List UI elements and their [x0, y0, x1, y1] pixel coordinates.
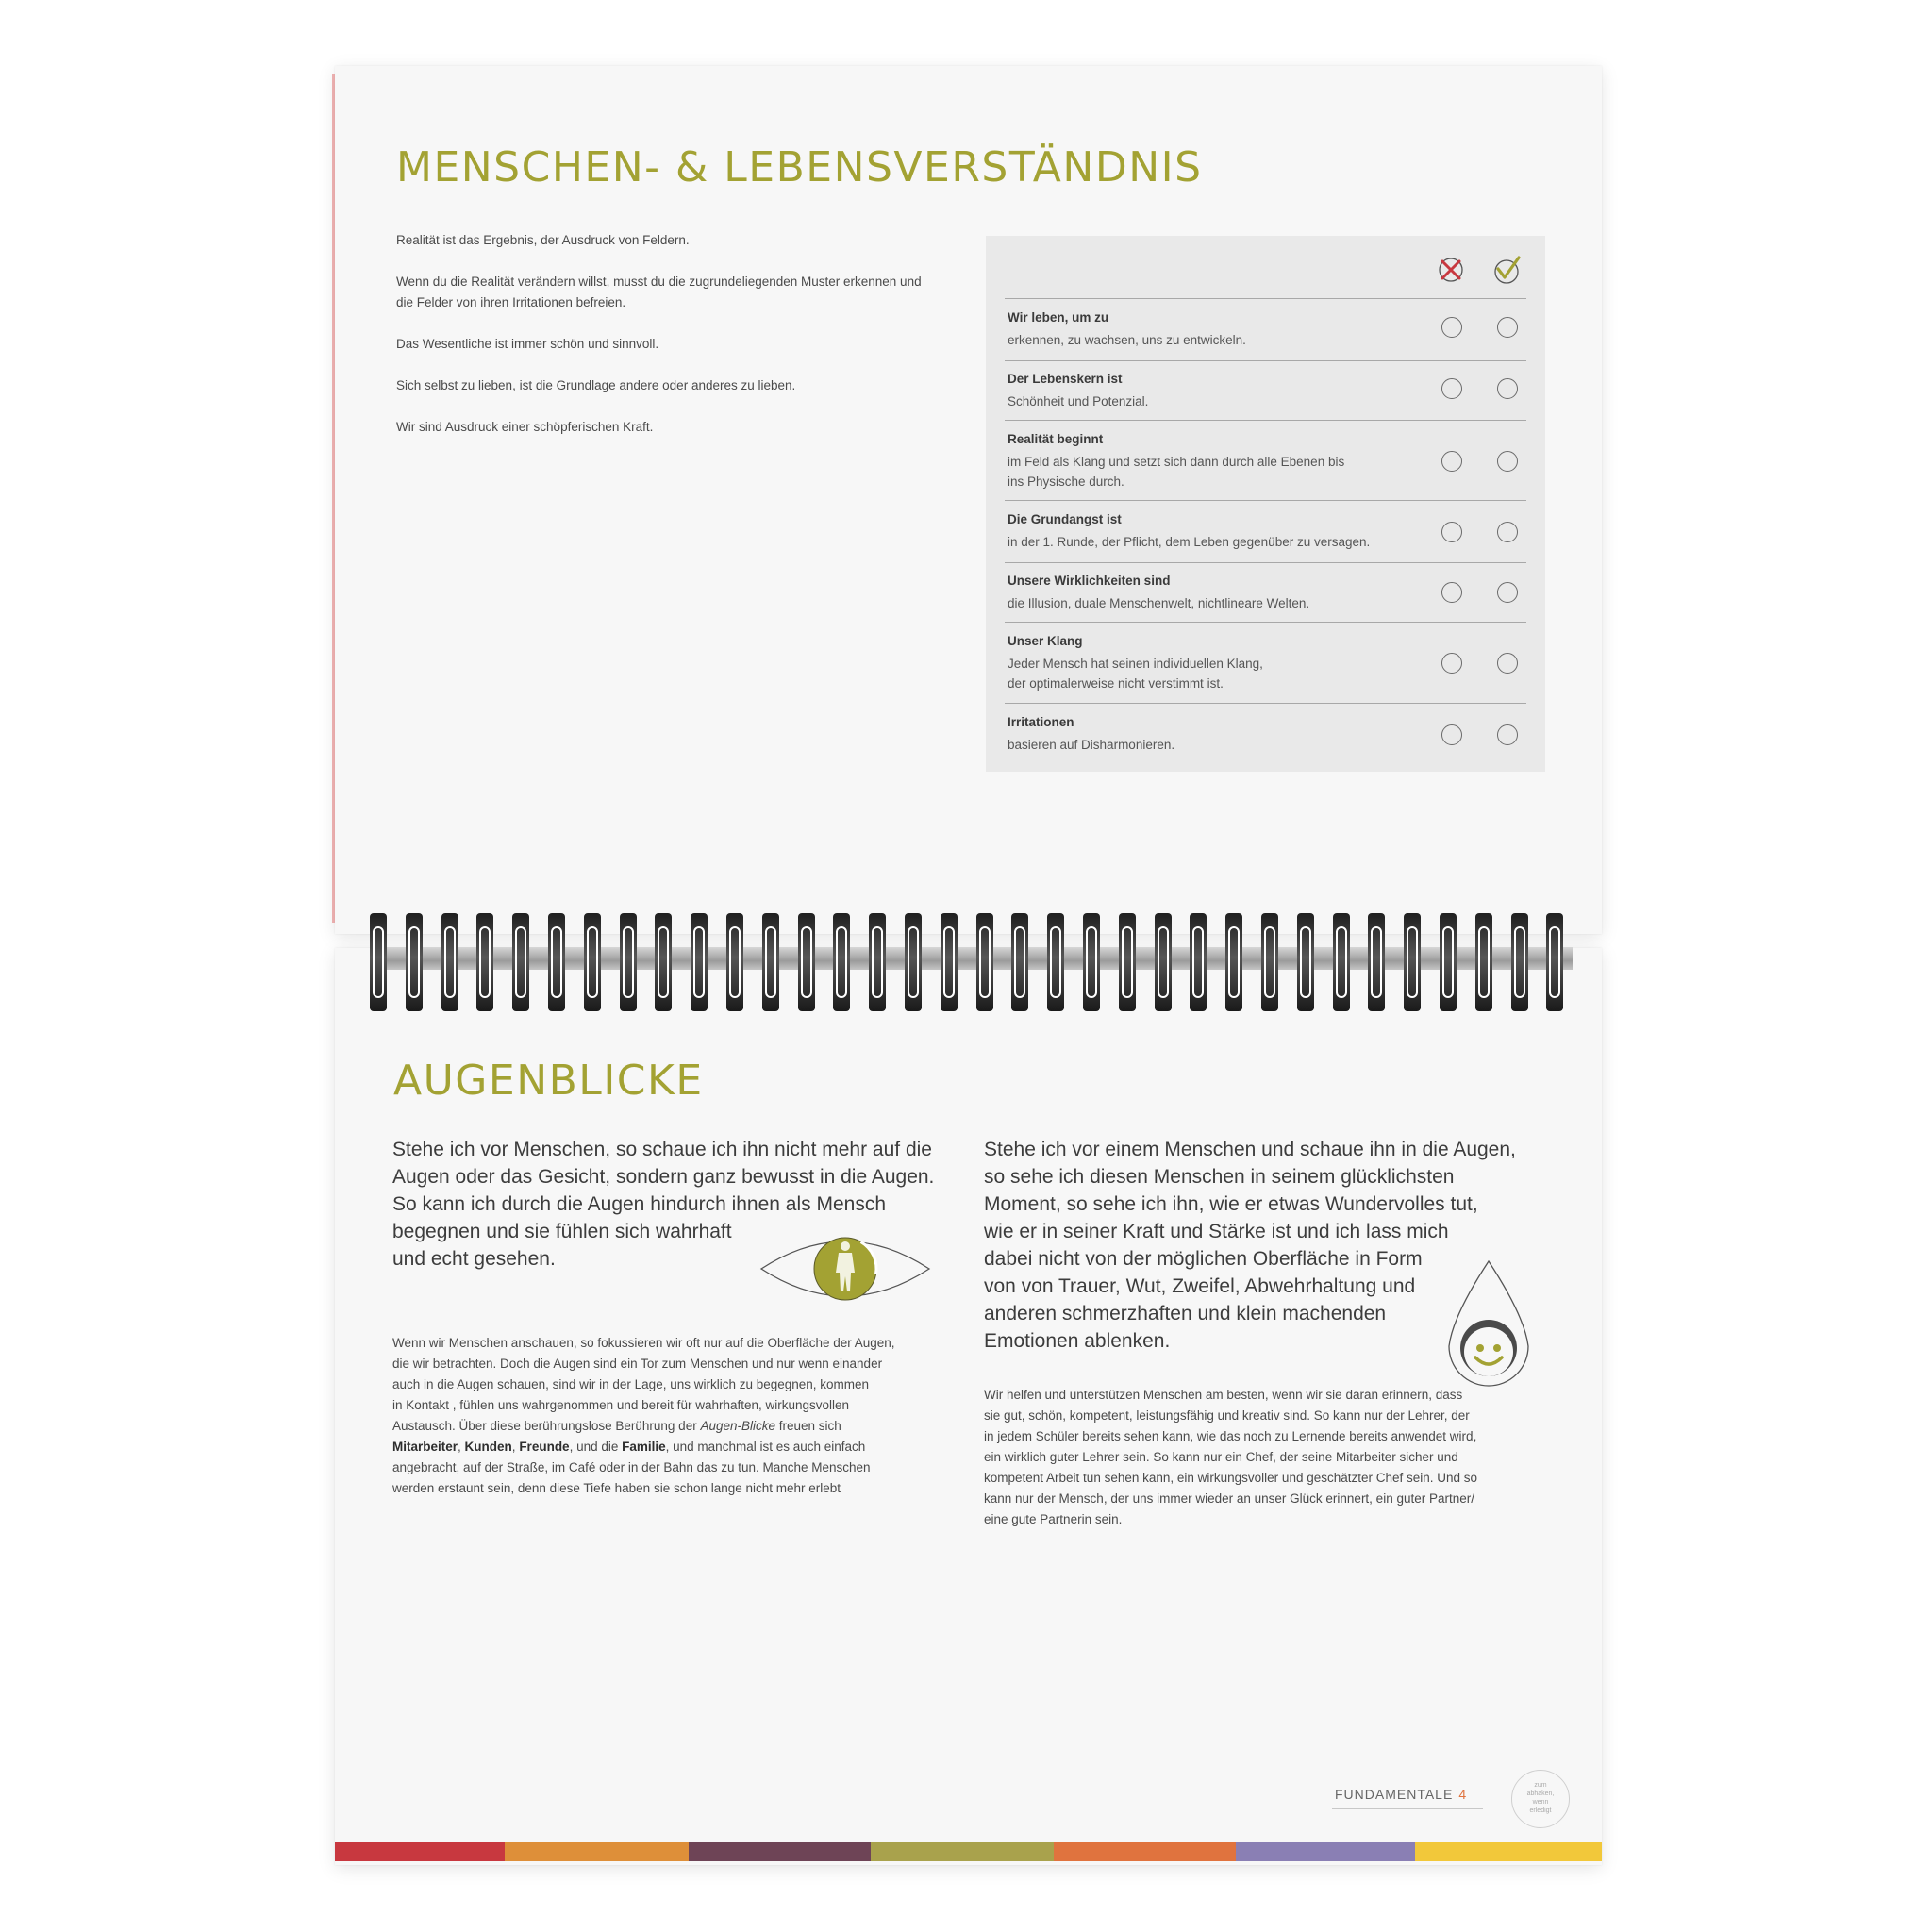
radio-disagree[interactable]	[1441, 653, 1462, 674]
radio-disagree[interactable]	[1441, 724, 1462, 745]
bold-term: Mitarbeiter	[392, 1440, 458, 1454]
spiral-binding	[358, 913, 1571, 1017]
quiz-row	[1005, 562, 1526, 622]
spiral-ring	[1511, 913, 1528, 1011]
ring-front	[1228, 926, 1240, 998]
ring-front	[1442, 926, 1454, 998]
radio-disagree[interactable]	[1441, 451, 1462, 472]
body-line	[392, 1416, 958, 1437]
bold-term: Freunde	[519, 1440, 570, 1454]
text-run: ,	[511, 1440, 520, 1454]
spiral-ring	[798, 913, 815, 1011]
spiral-ring	[1155, 913, 1172, 1011]
quiz-row-text: die Illusion, duale Menschenwelt, nichtlineare Welten.	[1008, 596, 1310, 610]
body-line: in jedem Schüler bereits sehen kann, wie das noch zu Lernende bereits anwendet wird,	[984, 1429, 1477, 1443]
spiral-ring	[1546, 913, 1563, 1011]
stamp-text: wenn	[1532, 1799, 1549, 1806]
page-title-bottom: AUGENBLICKE	[393, 1057, 704, 1105]
spiral-ring	[1083, 913, 1100, 1011]
footer-rule	[1332, 1808, 1483, 1809]
intro-line: so sehe ich diesen Menschen in seinem glücklichsten	[984, 1166, 1455, 1188]
quiz-row-text: im Feld als Klang und setzt sich dann durch alle Ebenen bis	[1008, 455, 1345, 469]
text-run: ,	[458, 1440, 465, 1454]
drop-smiley-icon	[1441, 1259, 1536, 1391]
intro-line: dabei nicht von der möglichen Oberfläche in Form	[984, 1248, 1423, 1270]
body-line: ein wirklich guter Lehrer sein. So kann nur ein Chef, der seine Mitarbeiter sicher und	[984, 1450, 1458, 1464]
spiral-ring	[762, 913, 779, 1011]
emphasis: Augen-Blicke	[700, 1419, 775, 1433]
body-line: kompetent Arbeit tun sehen kann, ein wirkungsvoller und geschätzter Chef sein. Und so	[984, 1471, 1478, 1485]
spiral-ring	[869, 913, 886, 1011]
stripe-segment	[1236, 1842, 1415, 1861]
ring-front	[1407, 926, 1418, 998]
intro-line: So kann ich durch die Augen hindurch ihnen als Mensch	[392, 1193, 887, 1215]
spiral-ring	[1047, 913, 1064, 1011]
intro-line: wie er in seiner Kraft und Stärke ist und ich lass mich	[984, 1221, 1449, 1242]
spiral-ring	[548, 913, 565, 1011]
stripe-segment	[689, 1842, 871, 1861]
statement: Sich selbst zu lieben, ist die Grundlage andere oder anderes zu lieben.	[396, 378, 796, 392]
ring-front	[1514, 926, 1525, 998]
stripe-segment	[505, 1842, 689, 1861]
ring-front	[765, 926, 776, 998]
quiz-row-title: Unser Klang	[1008, 634, 1083, 648]
ring-front	[1158, 926, 1169, 998]
quiz-row-title: Irritationen	[1008, 715, 1074, 729]
statement: Das Wesentliche ist immer schön und sinnvoll.	[396, 337, 659, 351]
quiz-panel	[986, 236, 1545, 772]
radio-disagree[interactable]	[1441, 378, 1462, 399]
body-left	[392, 1333, 958, 1499]
quiz-row	[1005, 298, 1526, 359]
ring-front	[943, 926, 955, 998]
ring-front	[1549, 926, 1560, 998]
quiz-row	[1005, 360, 1526, 420]
ring-front	[1478, 926, 1490, 998]
ring-front	[801, 926, 812, 998]
body-line: eine gute Partnerin sein.	[984, 1512, 1123, 1526]
spiral-ring	[1119, 913, 1136, 1011]
ring-front	[1264, 926, 1275, 998]
spiral-ring	[406, 913, 423, 1011]
intro-line: Stehe ich vor einem Menschen und schaue ihn in die Augen,	[984, 1139, 1516, 1160]
quiz-row-text: Jeder Mensch hat seinen individuellen Klang,	[1008, 657, 1263, 671]
cross-circle-icon	[1436, 255, 1466, 285]
ring-front	[444, 926, 456, 998]
spiral-ring	[370, 913, 387, 1011]
quiz-row-text: ins Physische durch.	[1008, 475, 1124, 489]
intro-line: Emotionen ablenken.	[984, 1330, 1171, 1352]
quiz-row-text: Schönheit und Potenzial.	[1008, 394, 1149, 408]
stripe-segment	[871, 1842, 1054, 1861]
stripe-segment	[1054, 1842, 1236, 1861]
body-line	[392, 1437, 958, 1457]
quiz-row	[1005, 622, 1526, 703]
statement: Realität ist das Ergebnis, der Ausdruck von Feldern.	[396, 233, 690, 247]
text-run: , und die	[569, 1440, 623, 1454]
quiz-row-text: basieren auf Disharmonieren.	[1008, 738, 1175, 752]
body-line: werden erstaunt sein, denn diese Tiefe haben sie schon lange nicht mehr erlebt	[392, 1481, 841, 1495]
radio-disagree[interactable]	[1441, 582, 1462, 603]
bold-term: Kunden	[464, 1440, 512, 1454]
quiz-row-text: in der 1. Runde, der Pflicht, dem Leben gegenüber zu versagen.	[1008, 535, 1371, 549]
radio-agree[interactable]	[1497, 724, 1518, 745]
ring-front	[1300, 926, 1311, 998]
statement: Wir sind Ausdruck einer schöpferischen Kraft.	[396, 420, 654, 434]
quiz-row-title: Realität beginnt	[1008, 432, 1104, 446]
quiz-row-text: der optimalerweise nicht verstimmt ist.	[1008, 676, 1224, 691]
eye-with-person-icon	[759, 1231, 931, 1307]
stamp-text: erledigt	[1529, 1807, 1552, 1814]
footer-section	[1335, 1787, 1467, 1802]
ring-front	[693, 926, 705, 998]
quiz-row-title: Die Grundangst ist	[1008, 512, 1122, 526]
spiral-ring	[1297, 913, 1314, 1011]
spiral-ring	[655, 913, 672, 1011]
ring-front	[908, 926, 919, 998]
spiral-ring	[905, 913, 922, 1011]
radio-disagree[interactable]	[1441, 522, 1462, 542]
spiral-ring	[1404, 913, 1421, 1011]
page-edge	[332, 74, 335, 923]
quiz-row-title: Unsere Wirklichkeiten sind	[1008, 574, 1171, 588]
body-line: in Kontakt , fühlen uns wahrgenommen und bereit für wahrhaften, wirkungsvollen	[392, 1398, 850, 1412]
spiral-ring	[691, 913, 708, 1011]
body-line: angebracht, auf der Straße, im Café oder in der Bahn das zu tun. Manche Menschen	[392, 1460, 871, 1474]
quiz-row	[1005, 703, 1526, 772]
ring-front	[1050, 926, 1061, 998]
statement: Wenn du die Realität verändern willst, musst du die zugrundeliegenden Muster erkennen und die Felder von ihren Irritationen befreien.	[396, 275, 922, 309]
body-line: Wenn wir Menschen anschauen, so fokussieren wir oft nur auf die Oberfläche der Augen,	[392, 1336, 895, 1350]
spiral-ring	[1368, 913, 1385, 1011]
intro-line: Moment, so sehe ich ihn, wie er etwas Wundervolles tut,	[984, 1193, 1478, 1215]
body-line: Wir helfen und unterstützen Menschen am besten, wenn wir sie daran erinnern, dass	[984, 1388, 1463, 1402]
stamp-text: abhaken,	[1526, 1790, 1555, 1797]
intro-line: Stehe ich vor Menschen, so schaue ich ihn nicht mehr auf die	[392, 1139, 932, 1160]
stamp-text: zum	[1534, 1782, 1547, 1789]
ring-front	[587, 926, 598, 998]
body-line: auch in die Augen schauen, sind wir in der Lage, uns wirklich zu begegnen, kommen	[392, 1377, 870, 1391]
statements-list	[396, 230, 924, 458]
ring-front	[1192, 926, 1204, 998]
intro-line: und echt gesehen.	[392, 1248, 556, 1270]
spiral-ring	[620, 913, 637, 1011]
spiral-ring	[512, 913, 529, 1011]
spiral-ring	[441, 913, 458, 1011]
radio-agree[interactable]	[1497, 451, 1518, 472]
body-line: die wir betrachten. Doch die Augen sind ein Tor zum Menschen und nur wenn einander	[392, 1357, 883, 1371]
ring-front	[872, 926, 883, 998]
ring-front	[836, 926, 847, 998]
radio-agree[interactable]	[1497, 582, 1518, 603]
body-right	[984, 1385, 1550, 1530]
ring-front	[1371, 926, 1382, 998]
ring-front	[551, 926, 562, 998]
ring-front	[658, 926, 669, 998]
spiral-ring	[726, 913, 743, 1011]
ring-front	[1014, 926, 1025, 998]
spiral-ring	[1333, 913, 1350, 1011]
spiral-ring	[1225, 913, 1242, 1011]
radio-agree[interactable]	[1497, 378, 1518, 399]
body-line: sie gut, schön, kompetent, leistungsfähig und kreativ sind. So kann nur der Lehrer, der	[984, 1408, 1470, 1423]
color-stripe	[335, 1842, 1602, 1861]
ring-front	[1122, 926, 1133, 998]
spiral-ring	[833, 913, 850, 1011]
done-stamp-checkbox[interactable]	[1511, 1770, 1570, 1828]
check-circle-icon	[1491, 255, 1522, 285]
ring-front	[408, 926, 420, 998]
page-number: 4	[1458, 1787, 1468, 1802]
footer-label: FUNDAMENTALE	[1335, 1787, 1454, 1802]
ring-front	[1086, 926, 1097, 998]
ring-front	[479, 926, 491, 998]
spiral-ring	[1190, 913, 1207, 1011]
page-title-top: MENSCHEN- & LEBENSVERSTÄNDNIS	[396, 143, 1203, 192]
quiz-header	[986, 236, 1545, 298]
radio-agree[interactable]	[1497, 522, 1518, 542]
spiral-ring	[584, 913, 601, 1011]
ring-front	[979, 926, 991, 998]
radio-agree[interactable]	[1497, 653, 1518, 674]
spiral-ring	[976, 913, 993, 1011]
quiz-row-text: erkennen, zu wachsen, uns zu entwickeln.	[1008, 333, 1246, 347]
radio-disagree[interactable]	[1441, 317, 1462, 338]
spiral-ring	[1261, 913, 1278, 1011]
intro-line: begegnen und sie fühlen sich wahrhaft	[392, 1221, 732, 1242]
stripe-segment	[335, 1842, 505, 1861]
ring-front	[373, 926, 384, 998]
quiz-row	[1005, 500, 1526, 561]
spiral-ring	[1475, 913, 1492, 1011]
ring-front	[1336, 926, 1347, 998]
intro-line: Augen oder das Gesicht, sondern ganz bewusst in die Augen.	[392, 1166, 935, 1188]
spiral-ring	[941, 913, 958, 1011]
body-line: kann nur der Mensch, der uns immer wieder an unser Glück erinnert, ein guter Partner/	[984, 1491, 1474, 1506]
text-run: , und manchmal ist es auch einfach	[665, 1440, 866, 1454]
quiz-row	[1005, 420, 1526, 500]
ring-front	[729, 926, 741, 998]
bold-term: Familie	[622, 1440, 666, 1454]
spiral-ring	[1440, 913, 1457, 1011]
spiral-ring	[476, 913, 493, 1011]
quiz-row-title: Wir leben, um zu	[1008, 310, 1109, 325]
radio-agree[interactable]	[1497, 317, 1518, 338]
ring-front	[515, 926, 526, 998]
intro-line: von von Trauer, Wut, Zweifel, Abwehrhaltung und	[984, 1275, 1416, 1297]
stripe-segment	[1415, 1842, 1602, 1861]
spiral-ring	[1011, 913, 1028, 1011]
text-run: freuen sich	[775, 1419, 841, 1433]
intro-line: anderen schmerzhaften und klein machenden	[984, 1303, 1387, 1324]
quiz-row-title: Der Lebenskern ist	[1008, 372, 1123, 386]
ring-front	[623, 926, 634, 998]
text-run: Austausch. Über diese berührungslose Berührung der	[392, 1419, 701, 1433]
